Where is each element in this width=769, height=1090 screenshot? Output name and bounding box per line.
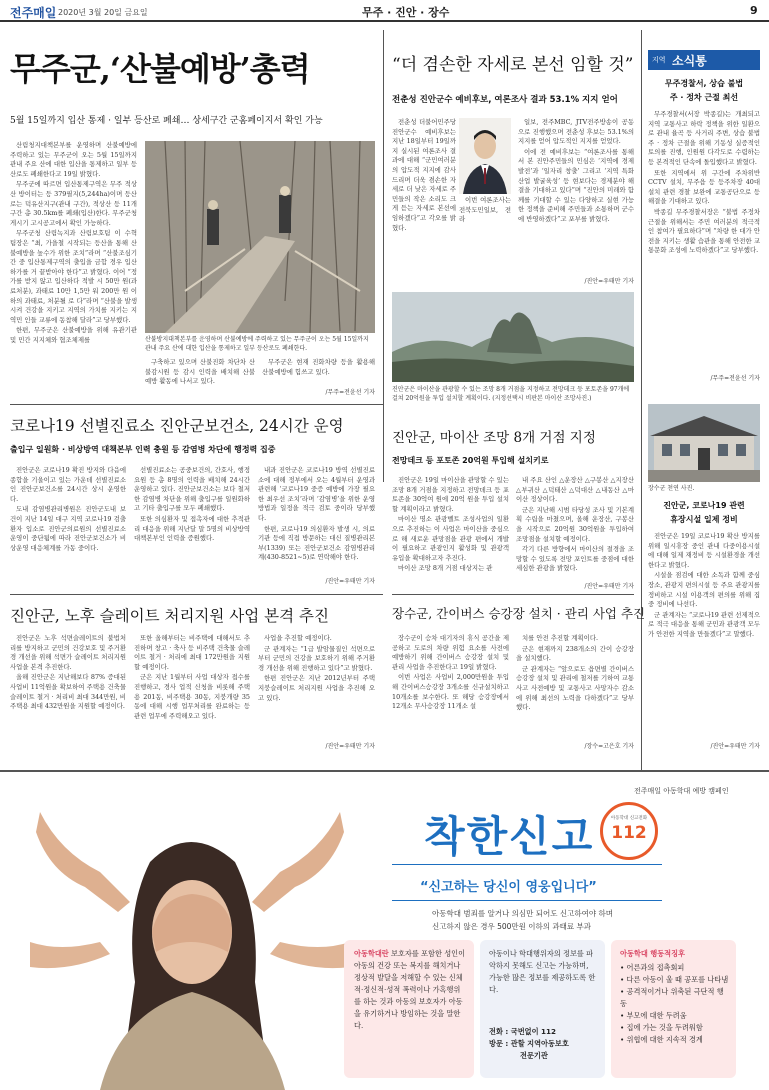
article2-body-colA2 — [459, 196, 511, 282]
article5-byline: /진안=우태만 기자 — [325, 743, 375, 750]
list-item: • 위협에 대한 지속적 경계 — [620, 1035, 703, 1044]
paragraph: 마이산 조망 8개 거점 대상지는 관 — [398, 564, 493, 573]
paragraph: 치를 안전 추진할 계획이다. — [522, 634, 599, 642]
article1-deck: 5월 15일까지 입산 통제 · 일부 등산로 폐쇄… 상세구간 군홈페이지서 확인 가능 — [10, 116, 323, 126]
paragraph: 군은 현재까지 238개소의 간이 승강장을 설치했다. — [516, 644, 634, 663]
list-item: • 다른 아동이 울 때 공포를 나타냄 — [620, 975, 729, 984]
paragraph: 또한 의심환자 및 접촉자에 대한 추적관리 대응을 위해 지난달 말 5명의 비상방역 대책본부인 인력을 증원했다. — [134, 514, 250, 543]
paragraph: 일보, 전주MBC, JTV전주방송이 공동으로 진행했으며 전춘성 후보는 53.1%의 지지를 얻어 압도적인 지지를 얻었다. — [518, 118, 634, 146]
paragraph: 이에 전 예비후보는 “여론조사를 통해서 본 진안주민들의 민심은 ‘지역에 경제발전’과 ‘일자리 창출’ 그리고 ‘지역 특화산업 발굴육성’ 등 현보다는 경제분야 해결을 기대하고 있다”며 “진안의 미래와 함께를 기대할 수 있는 다양하고 실현 가능한 정책을 준비해 주민들과 소통하며 군수에 반영하겠다”고 포부를 밝혔다. — [518, 147, 634, 223]
article1-headline: 무주군,‘산불예방’총력 — [10, 50, 310, 88]
paragraph: 진안군은 노후 석면슬레이트의 불법처리를 방지하고 군민의 건강보호 및 주거환경 개선을 위해 석면가 슬레이트 처리지원 사업을 본격 추진한다. — [10, 634, 126, 671]
newspaper-name: 전주매일 — [10, 6, 57, 20]
ad-sub-line1: 아동학대 범죄를 알거나 의심만 되어도 신고하여야 하며 — [432, 909, 613, 918]
badge-number: 112 — [611, 823, 647, 843]
sidebar-story2-byline: /진안=우태만 기자 — [710, 743, 760, 750]
list-item-text: 어른과의 접촉회피 — [626, 963, 685, 972]
paragraph: 또한 지역에서 위 구간에 주차위반 CCTV 설치, 무주읍 등 등주차장 40대 설치 관련 경찰 보완에 교통공단으로 등 해결을 기대하고 있다. — [648, 168, 760, 206]
article2-body-colB — [518, 118, 634, 278]
article2-headline: “더 겸손한 자세로 본선 임할 것” — [392, 55, 634, 75]
paragraph: 무주군청 산림녹지과 산림보호팀 이 수혁 팀장은 “최, 가을철 시작되는 등산을 통해 산불예방을 높수가 위한 조치”라며 “산불조심기간 중 입산통제구역의 출입을 금합 경우 입산하가를 거 끝받아야 한다”고 밝혔다. 이어 “정 가를 받지 않고 입산하다 적발 시 50만 원(과료처분), 과태료 10만 1,5만 워 200만 원 이하의 과태료, 처분될 로 다”라며 “산불을 발생시켜 건강을 지키고 지역의 가치를 지키는 지역민 인들 교류에 동참해 달라”고 당부했다. — [10, 229, 137, 324]
section-rule — [392, 594, 634, 595]
list-item-text: 위협에 대한 지속적 경계 — [626, 1035, 703, 1044]
paragraph: 군은 지난해 시범 타당성 조사 및 기본계획 수립을 마쳤으며, 올해 운장산, 구봉산을 시작으로 20억원 30억원을 투입하여 조망점을 설치할 예정이다. — [516, 505, 634, 543]
paragraph: 전춘성 더불어민주당 진안군수 예비후보는 지난 18일부터 19일까지 실시된 여론조사 결과에 대해 “군민여러분의 압도적 지지에 감사드리며 더욱 겸손한 자세로 더 낮은 자세로 주민들의 작은 소리도 크게 듣는 자세로 본선에 임하겠다”고 각오를 밝혔다. — [392, 118, 456, 232]
article3-deck: 전망데크 등 포토존 20억원 투입해 설치키로 — [392, 456, 549, 465]
list-item-text: 부모에 대한 두려움 — [626, 1011, 687, 1020]
ad-box-signs — [611, 940, 736, 1078]
article1-body-col2 — [145, 358, 255, 394]
ad-box-report-line3: 전문기관 — [520, 1051, 548, 1060]
sidebar-story1-byline: /무주=전윤선 기자 — [710, 375, 760, 382]
ad-campaign-label: 전주매일 아동학대 예방 캠페인 — [634, 787, 729, 795]
paragraph: 내과 진안군은 코로나19 방역 선별진료소에 대해 정부에서 오는 4월부터 운영과 관련해 ‘코로나19 중증 예방에 가장 필요한 최우선 조치’라며 ‘감염병’을 위한 운영 방법과 일정을 적극 검토 중이라 당부했다. — [258, 466, 375, 522]
sidebar-story1-title-line2: 주 · 정차 근절 최선 — [669, 93, 739, 102]
sidebar-story2-title-line1: 진안군, 코로나19 관련 — [663, 501, 745, 510]
sidebar-story1-body — [648, 110, 760, 368]
article2-byline: /진안=우태만 기자 — [584, 278, 634, 285]
forest-trail-photo — [145, 141, 375, 333]
paragraph: 한편, 무주군은 산불예방을 위해 유관기관 및 민간 지지체와 협조체제를 — [10, 326, 137, 344]
ad-sub-line2: 신고하지 않은 경우 500만원 이하의 과태료 부과 — [432, 922, 592, 931]
page-number: 9 — [750, 4, 758, 17]
paragraph: 군 관계자는 “앞으로도 읍면별 간이버스 승강장 설치 및 관리에 철저를 기하여 교통사고 사전예방 및 교통사고 사망자수 감소에 위해 최선의 노력을 다하겠다”고 당부했다. — [516, 664, 634, 712]
ad-rule — [392, 900, 662, 901]
article6-body-colB — [516, 634, 634, 738]
paragraph: 내 주요 산인 △운장산 △구봉산 △지장산 △부귀산 △덕태산 △덕대산 △내동산 △마이산 정상이다. — [516, 476, 634, 504]
article5-body-colB — [134, 634, 250, 746]
article1-body-col1 — [10, 141, 137, 377]
paragraph: 산림청지대책본부를 운영하며 산불예방에 주력하고 있는 무주군이 오는 5월 15일까지 관내 주요 산에 대한 입산을 통제하고 일부 등산로도 폐쇄한다고 19일 밝혔다. — [10, 141, 137, 178]
article4-deck: 출입구 일원화 · 비상방역 대책본부 인력 충원 등 감염병 차단에 행정력 집중 — [10, 445, 276, 454]
column-divider — [641, 30, 642, 770]
badge-112 — [600, 802, 658, 860]
article3-byline: /진안=우태만 기자 — [584, 583, 634, 590]
paragraph: 군 관계자는 “1급 발암물질인 석면으로부터 군민의 건강을 보호하기 위해 주거환경 개선을 위해 진행하고 있다”고 밝혔다. — [258, 644, 375, 672]
article3-body-colB — [516, 476, 634, 580]
ad-rule — [392, 864, 662, 865]
paragraph: 올해 진안군은 지난해보다 87% 증대된 사업비 11억원을 확보하여 주택용 건축물 슬레이트 철거 · 처리비 최대 344만원, 비주택용 최대 432만원을 지원할 예정이다. — [10, 673, 126, 711]
paragraph: 박종길 무주경찰서장은 “불법 주정차 근절을 위해서는 주민 여러분의 적극적인 참여가 필요하다”며 “차량 한 대가 안전을 지키는 생활 습관을 통해 안전한 교통문화 조성에 노력하겠다”고 당부했다. — [648, 207, 760, 255]
article5-body-colA — [10, 634, 126, 746]
paragraph: 또한 올해부터는 비주택에 대해서도 추진하며 창고 · 축사 등 비주택 건축물 슬레이트 철거 · 처리에 최대 172만원을 지원할 예정이다. — [134, 634, 250, 671]
ad-box-report — [480, 940, 605, 1078]
paragraph: 군 관계자는 “코로나19 관련 선제적으로 적극 대응을 통해 군민과 관광객 모두가 안전한 지역을 만들겠다”고 말했다. — [648, 610, 760, 638]
sidebar-tag-word: 지역 — [652, 56, 666, 64]
section-rule — [10, 594, 383, 595]
sidebar-building-photo — [648, 404, 760, 482]
article2-body-colA1 — [392, 118, 456, 282]
child-abuse-campaign-ad — [0, 774, 769, 1090]
article1-byline: /무주=전윤선 기자 — [325, 389, 375, 396]
sidebar-tag-title: 소식통 — [672, 54, 707, 68]
article4-body-colA — [10, 466, 126, 584]
paragraph: 무주군에 따르면 입산통제구역은 무주 적상산 방이터는 등 379필지(5,244ha)이며 등산로는 덕유산지구(관내 구간), 적상산 등 11개 구간 총 30.5km를 폐쇄(입산)한다. 무주군청 게시기 고시공고에서 확인 가능하다. — [10, 180, 137, 227]
badge-caption: 아동학대 신고전화 — [610, 816, 648, 821]
list-item: • 집에 가는 것을 두려워함 — [620, 1023, 703, 1032]
list-item: • 부모에 대한 두려움 — [620, 1011, 687, 1020]
ad-divider — [0, 770, 769, 772]
paragraph: 진안군은 19일 마이산을 관망할 수 있는 조망 8개 거점을 지정하고 전망데크 등 포토존을 30억여 원에 20억 원을 투입 설치할 계획이라고 밝혔다. — [392, 476, 509, 513]
maisan-landscape-illustration — [392, 292, 634, 382]
ad-slogan: “신고하는 당신이 영웅입니다” — [420, 880, 597, 895]
ad-box-definition-body: 보호자를 포함한 성인이 아동의 건강 또는 복지를 해치거나 정상적 발달을 저해할 수 있는 신체적·정신적·성적 폭력이나 가혹행위를 하는 것과 아동의 보호자가 아동을 유기하거나 방임하는 것을 말한다. — [354, 949, 466, 1030]
ad-box-definition-title: 아동학대란 — [354, 949, 389, 958]
paragraph: 무주경찰서(서장 박종길)는 개최되고 지역 교통사고 하락 정책을 위한 일환으로 관내 율곡 등 사거리 주변, 상습 불법 주 · 정차 근절을 위해 기동성 실증적인 토의를 진행, 인원원 다각도로 수렴하는 등 본격적인 단속에 돌입했다고 밝혔다. — [648, 110, 760, 166]
ad-box-report-line1: 전화 : 국번없이 112 — [489, 1027, 557, 1036]
article6-byline: /장수=고은호 기자 — [584, 743, 634, 750]
forest-trail-illustration — [145, 141, 375, 333]
paragraph: 장수군이 승차 대기자의 휴식 공간을 제공하고 도로의 차량 위험 요소를 사전에 예방하기 위해 간이버스 승강장 설치 및 관리 사업을 추진한다고 19일 밝혔다. — [392, 634, 509, 671]
ad-box-report-line2: 방문 : 관할 지역아동보호 — [489, 1039, 569, 1048]
paragraph: 도내 감염병관리병원은 진안군도내 보건이 지난 14일 대구 지역 코로나19 검출 환자 입소로 진안군의료원의 선별진료소 운영이 중단됨에 따라 진안군보건소가 비상운영 대응체계를 가동 중이다. — [10, 505, 126, 552]
paragraph: 마이산 명소 관광벨트 조성사업의 일환으로 추진하는 이 사업은 마이산을 중심으로 해 새로운 관망점을 관광 편에서 개발이 필요하고 관광인지 활성화 및 관광객 유입을 확대하고자 추진다. — [392, 515, 509, 562]
ad-box-signs-list — [620, 962, 730, 1046]
paragraph: 선별진료소는 공중보건의, 간호사, 행정요원 등 총 8명의 인력을 배치해 24시간 운영하고 있다. 진안군보건소는 보다 철저한 감염병 차단을 위해 출입구를 일원화하고 기타 출입구를 모두 폐쇄했다. — [134, 466, 250, 513]
candidate-portrait — [459, 118, 511, 194]
article4-body-colB — [134, 466, 250, 584]
article1-body-col3 — [262, 358, 375, 386]
section-rule — [10, 404, 383, 405]
article5-headline: 진안군, 노후 슬레이트 처리지원 사업 본격 추진 — [10, 607, 329, 625]
paragraph: 이번 여론조사는 전북도민일보, 전라 — [459, 196, 511, 224]
sidebar-header — [648, 50, 760, 70]
article6-headline: 장수군, 간이버스 승강장 설치 · 관리 사업 추진 — [392, 606, 646, 621]
article6-body-colA — [392, 634, 509, 746]
masthead — [0, 0, 769, 22]
article4-headline: 코로나19 선별진료소 진안군보건소, 24시간 운영 — [10, 417, 344, 435]
paragraph: 무주군은 현재 진화차량 등을 활용해 산불예방에 힘쓰고 있다. — [262, 358, 375, 376]
paragraph: 한편 진안군은 지난 2012년부터 주택 지붕슬레이트 처리지원 사업을 추진해 오고 있다. — [258, 674, 375, 702]
list-item: • 공격적이거나 위축된 극단적 행동 — [620, 987, 724, 1008]
ad-box-definition-text — [354, 948, 466, 1032]
portrait-illustration — [459, 118, 511, 194]
maisan-photo-caption: 진안군은 마이산을 관광할 수 있는 조망 8개 거점을 지정하고 전망데크 등 포토존을 97개에 걸쳐 20억원을 투입 설치할 계획이다. (지정선택시 비판본 마이산 조망사진.) — [392, 386, 630, 402]
list-item-text: 집에 가는 것을 두려워함 — [626, 1023, 703, 1032]
ad-box-report-body: 아동이나 학대행위자의 정보를 파악하지 못해도 신고는 가능하며, 가능한 많은 정보를 제공하도록 한다. — [489, 949, 596, 994]
sidebar-photo-caption: 장수군 천연 사진. — [648, 485, 695, 492]
list-item-text: 공격적이거나 위축된 극단적 행동 — [620, 987, 724, 1008]
paragraph: 진안군은 코로나19 확진 방지와 다음에 종합을 기울이고 있는 가운데 선별진료소인 진안군보건소를 24시간 상시 운영한다. — [10, 466, 126, 503]
article4-byline: /진안=우태만 기자 — [325, 578, 375, 585]
column-divider — [383, 30, 384, 482]
article3-headline: 진안군, 마이산 조망 8개 거점 지정 — [392, 430, 596, 446]
paragraph: 진안군은 19일 코로나19 확산 방지를 위해 일시휴장 중인 관내 다중이용시설에 대해 일제 재정비 등 시설환경을 개선한다고 밝혔다. — [648, 532, 760, 569]
paragraph: 사업을 추진할 예정이다. — [264, 634, 332, 642]
maisan-landscape-photo — [392, 292, 634, 382]
sidebar-story2-body — [648, 532, 760, 738]
ad-brand-title: 착한신고 — [424, 812, 595, 861]
building-illustration — [648, 404, 760, 482]
sidebar-story1-title-line1: 무주경찰서, 상습 불법 — [664, 79, 744, 88]
article4-body-colC — [258, 466, 375, 574]
ad-box-definition — [344, 940, 474, 1078]
ad-box-signs-title: 아동학대 행동적징후 — [620, 949, 685, 958]
issue-date: 2020년 3월 20일 금요일 — [58, 8, 148, 17]
paragraph: 구축하고 있으며 산불진화 차단차 산불감시원 등 감시 인력을 배치해 산불 예방 활동에 나서고 있다. — [145, 358, 255, 386]
article1-photo-caption: 산불방지대책본부를 운영하며 산불예방에 주력하고 있는 무주군이 오는 5월 15일까지 관내 주요 산에 대한 입산을 통제하고 일부 등산로도 폐쇄한다. — [145, 336, 369, 352]
section-title: 무주 · 진안 · 장수 — [362, 6, 450, 19]
article3-body-colA — [392, 476, 509, 584]
article2-deck: 전춘성 진안군수 예비후보, 여론조사 결과 53.1% 지지 얻어 — [392, 95, 618, 105]
list-item: • 어른과의 접촉회피 — [620, 963, 685, 972]
paragraph: 한편, 코로나19 의심환자 발생 시, 의료기관 등에 직접 방문하는 대신 질병관리본부(1339) 또는 진안군보건소 감염병관리계(430-8521~5)로 연락해야 한다. — [258, 524, 375, 562]
distressed-woman-illustration — [30, 782, 350, 1090]
article5-body-colC — [258, 634, 375, 738]
sidebar-story2-title-line2: 휴장시설 일제 정비 — [670, 515, 738, 524]
paragraph: 이번 사업은 사업비 2,000만원을 투입해 간이버스승강장 3개소를 신규설치하고 10개소를 보수한다. 또 해당 승강장에서 12개소 무사승강장 11개소 설 — [392, 673, 509, 711]
paragraph: 군은 지난 1월부터 사업 대상자 접수를 진행하고, 경사 업적 신청을 비롯해 주택용 201동, 비주택용 30동, 지붕개량 35동에 대해 시행 업무처리를 완료하는 등 관련 업무에 주력해오고 있다. — [134, 673, 250, 720]
list-item-text: 다른 아동이 울 때 공포를 나타냄 — [626, 975, 729, 984]
paragraph: 각기 다른 방향에서 마이산의 절경을 조망할 수 있도록 전망 포인트를 중점에 대한 세심한 관광을 밝혔다. — [516, 545, 634, 573]
paragraph: 시설을 점검에 대한 소독과 함께 중심 장소, 관광지 편의시설 등 주요 관광지를 정비하고 시설 이용객의 편의를 위해 집중 정비에 나선다. — [648, 571, 760, 609]
